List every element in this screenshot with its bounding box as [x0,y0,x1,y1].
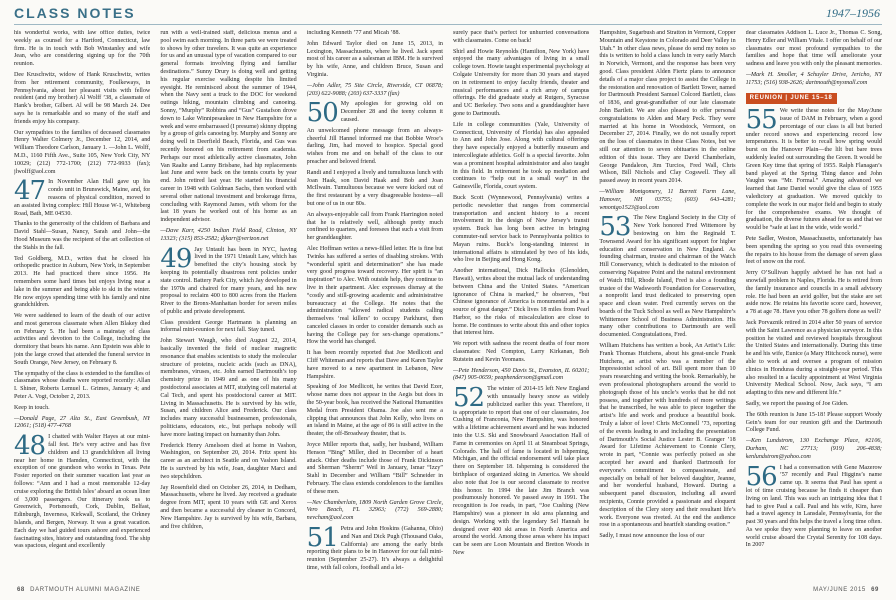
paragraph: Jack Porvaznik retired in 2014 after 50 years of service with the Saint Lawrence as a physician surveyor. In this position he visited and reviewed hospitals throughout the United States and internationally. During this time he and his wife, Eunice (a Mary Hitchcock nurse), were able to work at and oversee a program of mission clinics in Honduras during a straight-year period. This also resulted in a faculty appointment at West Virginia University Medical School. Now, Jack says, “I am adapting to this new and different life.” [745,319,882,397]
class-year-number: 49 [160,243,192,274]
paragraph: Jerry O’Sullivan happily advised he has not had a snowfall problem in Naples, Florida. He is retired from the family insurance and councils in a small advisory role. He had been an avid golfer, but the stake are set aside now. He retains his favorite score card, however, a 78 at age 78. Have you other 78 golfers done as well? [745,270,882,316]
class-note [14,431,151,551]
left-folio [14,587,140,593]
paragraph: The sympathy of the class is extended to the families of classmates whose deaths were reported recently: Allan I. Shiner, Roberts Lemuel L. Grimes, January 4; and Peter A. Vogt, October 2, 2013. [14,370,151,401]
secretary-signature: —Ken Lundstrom, 130 Exchange Place, #2106, Durham, NC 27713; (919) 206-4838; kenlundstrom@yahoo.com [745,438,882,460]
paragraph: Thanks to the generosity of the children of Barbara and David Stahl—Susan, Nancy, Sarah and John—the Hood Museum was the recipient of the art collection of the Stahls in the fall. [14,221,151,251]
note-text: We write these notes for the May/June issue of DAM in February, when a good percentage of our class is all but buried under record snows and experiencing record low temperatures. It is better to recall how spring would burst on the Hanover Plain—the lilt but bare trees suddenly leafed out surrounding the Green. It would be Green Key time that spring of 1955. Ralph Flanagan’s band played at the Spring Thing dance and John Vaughn was “Mr. Formal.” Amazing advanced we learned that Jane Daniel would give the class of 1955 valedictory at graduation. We moved quickly to complete the work in our major field and begin to study for the comprehensive exams. We thought of graduation, the diverse futures ahead for us and that we would be “safe at last in the wide, wide world.” [745,108,882,232]
class-year-number: 53 [599,212,631,243]
paragraph: Sadly, I must now announce the loss of our [599,533,705,540]
note-text: I had a conversation with Gene Mazerow ’57 recently and Paul Higgins’s name came up. It seems that Paul has spent a lot of time cruising because he finds it cheaper than living on land. This was such an intriguing idea that I had to give Paul a call. Paul and his wife, Kim, have had a travel agency in Lansdale, Pennsylvania, for the past 30 years and this helps the travel a long time often. As we spoke they were planning to leave on another world cruise aboard the Crystal Serenity for 108 days. In 2007 [745,464,882,549]
paragraph: Dee Kruschwitz, widow of Hank Kruschwitz, writes from her retirement community, Foulkeways, in Pennsylvania, about her pleasant visits with fellow resident (and my brother) Al Wolff ’38, a classmate of Hank’s brother, Gilbert. Al will be 98 March 24. Dee says he is remarkable and so many of the staff and friends enjoy his company. [14,71,151,125]
paragraph: An always-enjoyable call from Frank Harrington noted that he is relatively well, although pretty much confined to quarters, and foresees that such a visit from her granddaughter. [306,211,443,242]
note-text: Jay Untault has been in NYC, having lived in the 1971 Untault Law, which has benefited the city’s housing stock by keeping its potentially disastrous rent policies under state control. Battery Park City, which Jay developed in the 1970s and chaired for many years, and his new proposal to reclaim 400 to 800 acres from the Harlem River to the Bronx-Manhattan border for seven miles of public and private development. [160,246,297,315]
secretary-signature: —Nev Chamberlain, 1809 North Garden Grove Circle, Vero Beach, FL 32963; (772) 569-2880; nevcham@aol.com [306,499,443,522]
note-text: Petra and John Hoskins (Gahanna, Ohio) and Nan and Dick Pugh (Thousand Oaks, California) are among the early birds reporting their plans to be in Hanover for our fall mini-reunion (September 25-27). It’s always a delightful time, with fall colors, football and a lei- [306,526,443,571]
class-year-number: 50 [306,98,338,129]
class-note [452,383,590,558]
paragraph: his wonderful works, with law office duties, twice weekly as counsel for a Hartford, Connecticut, law firm. He is in touch with Bob Winstanley and wife Jean, who are considering signing up for the 70th reunion. [14,30,151,68]
class-note [599,212,736,340]
note-text: The New England Society in the City of New York honored Fred Wittemore by bestowing on him the Reginald T. Townsend Award for his significant support for higher education and conservation in New England. As founding chairman, trustee and chairman of the Watch Hill Conservancy, which is dedicated to the mission of conserving Napatree Point and the natural environment of Watch Hill, Rhode Island, Fred is also a founding trustee of the Wadsworth Foundation for Conservation, a nonprofit land trust dedicated to preserving open space and clean water. Fred currently serves on the boards of the Tuck School as well as New Hampshire’s Whittemore School of Business Administration. His many other contributions to Dartmouth are well documented. Congratulations, Fred. [599,215,736,339]
text-column-1 [14,30,150,576]
paragraph: Shirl and Howie Reynolds (Hamilton, New York) have enjoyed the many advantages of living in a small college town. Howie taught experimental psychology at Colgate University for more than 30 years and stayed on in retirement to enjoy faculty friends, theater and musical performances and a rich array of campus offerings. He did graduate study at Rutgers, Syracuse and UC Berkeley. Two sons and a granddaughter have gone to Dartmouth. [452,48,590,117]
secretary-signature: —William Montgomery, 11 Barrett Farm Lane, Hanover, NH 03755; (603) 643-4281; wmontgo1523@aol.com [599,188,736,211]
class-year-number: 48 [14,431,46,462]
paragraph: Class president George Hartmann is planning an informal mini-reunion for next fall. Stay tuned. [160,319,297,334]
paragraph: Another international, Dick Hallocks (Glenolden, Hawaii), writes about the mutual lack of understanding between China and the United States. “American ignorance of China is marked,” he observes, “but Chinese ignorance of America is monumental and is a source of great danger.” Dick lives 18 miles from Pearl Harbor, so the risks of miscalculation are close to home. He continues to write about this and other topics that interest him. [452,268,590,337]
class-note [160,243,297,317]
paragraph: dear classmates Addison L. Luce Jr., Thomas C. Song, Henry Edler and William Vitale. I offer on behalf of our classmates our most profound sympathies to the families and hope that time will ameliorate your sadness and leave you with only the pleasant memories. [745,30,882,68]
paragraph: Randi and I enjoyed a lively and tumultuous lunch with Joan Haak, son David Haak and Bob and Joan McIlwain. Tumultuous because we were kicked out of the first restaurant by a very disagreeable hostess—all but one of us in our 80s. [306,169,443,207]
class-year-number: 51 [306,523,338,554]
issue-date: MAY/JUNE 2015 [813,587,866,593]
right-page-number: 69 [871,587,879,593]
paragraph: Alec Hoffman writes a news-filled letter. He is fine but Twinks has suffered a series of disabling strokes. With “wonderful spirit and determination” she has made very good progress toward recovery. Her spirit is “an inspiration” to Alec. With outside help, they continue to live in their apartment. Alec expresses dismay at the “costly and still-growing academic and administrative bureaucracy at the College. He notes that the administration “allowed radical students calling themselves ‘real killers’ to occupy Parkhurst, then canceled classes in order to consider demands such as having the College pay for sex-change operations.” How the world has changed. [306,245,443,346]
class-year-number: 52 [452,383,485,414]
paragraph: surely pace that’s perfect for unhurried conversations with classmates. Come on back! [452,30,590,44]
paragraph: The 60th reunion is June 15-18! Please support Woody Gein’s team for our reunion gift and the Dartmouth College Fund. [745,411,882,434]
text-column-4 [453,30,589,576]
class-year-number: 55 [745,105,777,136]
note-text: In November Alan Hall gave up his condo unit in Brunswick, Maine, and, for reasons of physical condition, moved to an assisted living complex: Hill House W-1, Whiteberg Road, Bath, ME 04530. [14,179,151,217]
paragraph: Life in college communities (Yale, University of Connecticut, University of Florida) has also appealed to Ann and John Jose. Along with cultural offerings they have especially enjoyed a butterfly museum and intercollegiate athletics. Golf is a special favorite. John was a prominent hospital administrator and also taught in this field. In retirement he took up mediation and continues to “help out in a small way” in the Gainesville, Florida, court system. [452,121,590,191]
text-column-6 [746,30,882,576]
secretary-signature: —Dave Karr, 4250 Indian Field Road, Clinton, NY 13323; (315) 853-2582; djkarr@verizon.net [160,227,297,242]
secretary-signature: —John Adler, 75 Site Circle, Riverside, CT 06878; (203) 622-9088; (203) 637-3337 (fax) [306,82,443,97]
class-note [745,105,882,233]
class-year-number: 47 [14,176,46,207]
left-page-number: 68 [17,587,25,593]
reunion-badge: REUNION | JUNE 15–18 [746,93,837,105]
secretary-signature: —Pete Henderson, 450 Davis St., Evanston, IL 60201; (847) 905-0659; peaphenderson@gmail.com [452,367,590,382]
paragraph: We were saddened to learn of the death of our active and most generous classmate when Allen Blakey died on February 5. He had been a mainstay of class activities and devotion to the College, including the dormitory that bears his name. Ann Epstein was able to join the large crowd that attended the funeral service in South Orange, New Jersey, on February 8. [14,313,151,366]
secretary-signature: —Donald Page, 27 Alta St., East Greenbush, NY 12061; (518) 477-4768 [14,415,151,430]
note-text: The winter of 2014-15 left New England with unusually heavy snow as widely publicized earlier this year. Therefore, it is appropriate to report that one of our classmates, Joe Cushing of Franconia, New Hampshire, was honored with a lifetime achievement award and he was inducted into the U.S. Ski and Snowboard Association Hall of Fame in ceremonies on April 11 at Steamboat Springs, Colorado. The hall of fame is located in Ishpeming, Michigan, and the official endorsement will take place there on September 18. Ishpeming is considered the birthplace of organized skiing in America. We should also note that Joe is our second classmate to receive this honor. In 1994 the late Jim Branch was posthumously honored. Ye passed away in 1991. The recognition is Joe reads, in part, “Joe Cushing (New Hampshire) was a pioneer in ski area planning and design. Working with the legendary Sel Hannah he designed over 400 ski areas in North America and around the world. Among those areas where his impact can be seen are Loon Mountain and Bretton Woods in New [452,386,590,556]
class-years-range: 1947–1956 [826,6,880,20]
class-year-number: 56 [745,461,777,492]
paragraph: Jay Rosenfield died on October 26, 2014, in Dedham, Massachusetts, where he lived. Jay received a graduate degree from MIT, spent 10 years with GE and Xerox and then became a successful dry cleaner in Concord, New Hampshire. Jay is survived by his wife, Barbara, and five children, [160,484,297,530]
class-note [306,523,443,573]
page-footer [14,583,882,593]
paragraph: Frederick Henry Amelsoen died at home in Vashon, Washington, on September 20, 2014. Fritz spent his career as an architect in Seattle and on Vashon Island. He is survived by his wife, Joan, daughter Marci and two stepchildren. [160,442,297,480]
paragraph: Buck Scott (Wynnewood, Pennsylvania) writes a periodic newsletter that ranges from commercial transportation and ancient history to a recent involvement in the design of New Jersey’s transit system. Buck has long been active in bringing commuter-rail service back to Pennsylvania politics to Mayan ruins. Buck’s long-standing interest in international affairs is stimulated by two of his kids, who live in Beijing and Hong Kong. [452,194,590,264]
paragraph: including Kenneth ’77 and Micah ’88. [306,30,401,36]
paragraph: An unwelcomed phone message from an always-cheerful Jill Hannel informed me that Bobbie Wroe’s darling, Jim, had moved to hospice. Special good wishes from me and on behalf of the class to our preacher and beloved friend. [306,127,443,165]
paragraph: Our sympathies to the families of deceased classmates Henry Walter Colmery Jr., December 12, 2014, and William Theodore Carlson, January 1. —John L. Wolff, M.D., 1160 Fifth Ave., Suite 105, New York City, NY 10029; (212) 772-1700; (212) 772-9933 (fax); jlwolff@aol.com [14,129,151,175]
paragraph: It has been recently reported that Joe Medlicott and Cliff Whiteman and reports that Dave and Karen Taylor have moved to a new apartment in Lebanon, New Hampshire. [306,350,443,380]
class-note [14,176,151,218]
secretary-signature: —Mark H. Smoller, 4 Schuyler Drive, Jericho, NY 11753; (516) 938-2626; dartmouth@nysmall.com [745,71,882,86]
text-column-5 [599,30,735,576]
class-note [745,461,882,551]
paragraph: John Stewart Waugh, who died August 22, 2014, basically invented the field of nuclear magnetic resonance that enables scientists to study the molecular structure of proteins, nucleic acids (such as DNA), membranes, viruses, etc. John earned Dartmouth’s top chemistry prize in 1949 and as one of his many postdoctoral associates at MIT, studying cell material at Cal Tech, and spent his postdoctoral career at MIT. Living in Massachusetts. He is survived by his wife, Susan, and children Alice and Frederick. Our class includes many successful businessmen, professionals, politicians, educators, etc., but perhaps nobody will have more lasting impact on humanity than John. [160,338,297,438]
paragraph: Ted Goldberg, M.D., writes that he closed his orthopedic practice in Auburn, New York, in September 2013. He had practiced there since 1956. He remembers some hard times but enjoys living near a lake in the summer and being able to ski in the winter. He now enjoys spending time with his family and nine grandchildren. [14,255,151,309]
paragraph: Speaking of Joe Medlicott, he writes that David Ezer, whose name does not appear in the Aegis but does in the 50-year book, has received the National Humanities Medal from President Obama. Joe also sent me a clipping that announces that John Kelly, who lives on an island in Maine, at the age of 86 is still active in the theater, the off-Broadway theater, that is. [306,384,443,438]
paragraph: Hampshire, Sugarbush and Stratton in Vermont, Copper Mountain and Keystone in Colorado and Deer Valley in Utah.” In other class news, please do send my notes so this is written to hold a class lunch in very early March in Norwich, Vermont, and the response has been very good. Class president Alden Fiertz plans to announce details of a major class project to assist the College in the restoration and renovation of Bartlett Tower, named for Dartmouth President Samuel Colcord Bartlett, class of 1836, and great-grandfather of our late classmate John Bartlett. We are also pleased to offer personal congratulations to Alden and Mary Peck. They were married at his home in Woodstock, Vermont, on December 27, 2014. Finally, we do not usually report on the loss of classmates in these Class Notes, but we still our attention to seven obituaries in the online edition of this issue. They are David Chamberlain, George Pandaleon, Jim Turcios, Fred Wall, Chris Wilson, Bill Nichols and Clay Cogswell. They all passed away in recent years 2014. [599,30,736,185]
section-title: CLASS NOTES [14,5,136,21]
paragraph: Pete Sadler, Weston, Massachusetts, unfortunately has been spending the spring so you read this overseeing the repairs to his house from the damage of seven glass feet of snow on the roof. [745,236,882,266]
right-folio [813,587,882,593]
class-notes-columns [14,30,882,576]
text-column-3 [307,30,443,576]
paragraph: We report with sadness the recent deaths of four more classmates: Ned Compton, Larry Kirkanan, Bob Rutstein and Kevin Yeomans. [452,341,590,363]
class-note [306,98,443,129]
paragraph: John Edward Taylor died on June 15, 2013, in Lexington, Massachusetts, where he lived. Jack spent most of his career as a salesman at IBM. He is survived by his wife, Anne, and children Bruce, Susan and Virginia. [306,40,443,78]
paragraph: William Hutchens has written a book, An Artist’s Life: Frank Thomas Hutchens, about his great-uncle Frank Hutchens, an artist who was a member of the Impressionist school of art. Bill spent more than 10 years researching and writing the book. Remarkably, he even professional photographers around the world to photograph those of his uncle’s works that he did not possess, and together with hundreds of more writings that he transcribed, he was able to piece together the artist’s life and work and produce a beautiful book. Truly a labor of love! Chris McConnell ’73, reporting of the events leading to and including the presentation of Dartmouth’s Social Justice Lester B. Granger ’18 Award for Lifetime Achievement to Connie Clery, wrote in part, “Connie was perfectly poised as she accepted her award and thanked Dartmouth for everyone’s commitment to compassionate, and especially on behalf of her beloved daughter, Jeanne, and her wonderful husband, Howard. During a subsequent panel discussion, including all award recipients, Connie provided a passionate and eloquent description of the Clery story and their resultant life’s work. Everyone was riveted. At the end the audience rose in a spontaneous and heartfelt standing ovation.” [599,343,736,529]
paragraph: Sadly, we report the passing of Joe Giden. [745,400,849,407]
note-text: My apologies for growing old on December 28 and the teeny column it caused. [340,101,443,123]
note-text: I chatted with Walter Hayes at our mini-fall fest. He’s very active and has five children and 13 grandchildren all living near her home in Hamden, Connecticut, with the exception of one grandson who works in Texas. Pete Foster reported on their summer vacation last year as follows: “Ann and I had a most memorable 12-day cruise exploring the British Isles’ aboard an ocean liner of 3,000 passengers. Our itinerary took us to Greenwich, Portsmouth, Cork, Dublin, Belfast, Edinburgh, Inverness, Kirkwall, Scotland, the Orkney Islands, and Bergen, Norway. It was a great vacation. Each day we had guided tours ashore and experienced fascinating sites, history and outstanding food. The ship was spacious, elegant and excellently [14,434,151,550]
magazine-title: DARTMOUTH ALUMNI MAGAZINE [30,587,141,593]
paragraph: Keep in touch. [14,404,50,411]
page-header [0,0,896,26]
paragraph: Joyce Miller reports that, sadly, her husband, William Henson “Bing” Miller, died in December of a heart attack. Other deaths include those of Frank Dickinson and Sherman “Sherm” Weil in January, Ismar “Izzy” Stahl in December and William “Bill” Schneider in February. The class extends condolences to the families of these men. [306,442,443,495]
paragraph: run with a well-trained staff, delicious menus and a pool swim each morning. In three parts we were treated to shows by other travelers. It was quite an experience for us and an unusual type of vacation compared to our general formats involving flying and familiar destinations.” Sunny Drury is doing well and getting his regular exercise walking despite his limited eyesight. He reminisced about the summer of 1944, when the Navy sent a truck to the DOC for weekend outings hiking, mountain climbing and canoeing. Sonny, “Murphy” Robbins and “Gus” Gustafson drove down to Lake Winnipesaukee in New Hampshire for a week and were embarrassed (I presume) skinny dipping by a group of girls canoeing by. Murphy and Sonny are doing well in Deerfield Beach, Florida, and Gus was recently honored on his retirement from academia. Perhaps our most athletically active classmates, John Van Raalte and Lanny Brisbane, had hip replacements last June and were back on the tennis courts by year end. John retired last year. He started his financial career in 1948 with Goldman Sachs, then worked with several other national investment and brokerage firms, concluding with Raymond James, with whom for the last 18 years he worked out of his home as an independent advisor. [160,30,297,224]
text-column-2 [160,30,296,576]
header-rule [14,24,882,25]
